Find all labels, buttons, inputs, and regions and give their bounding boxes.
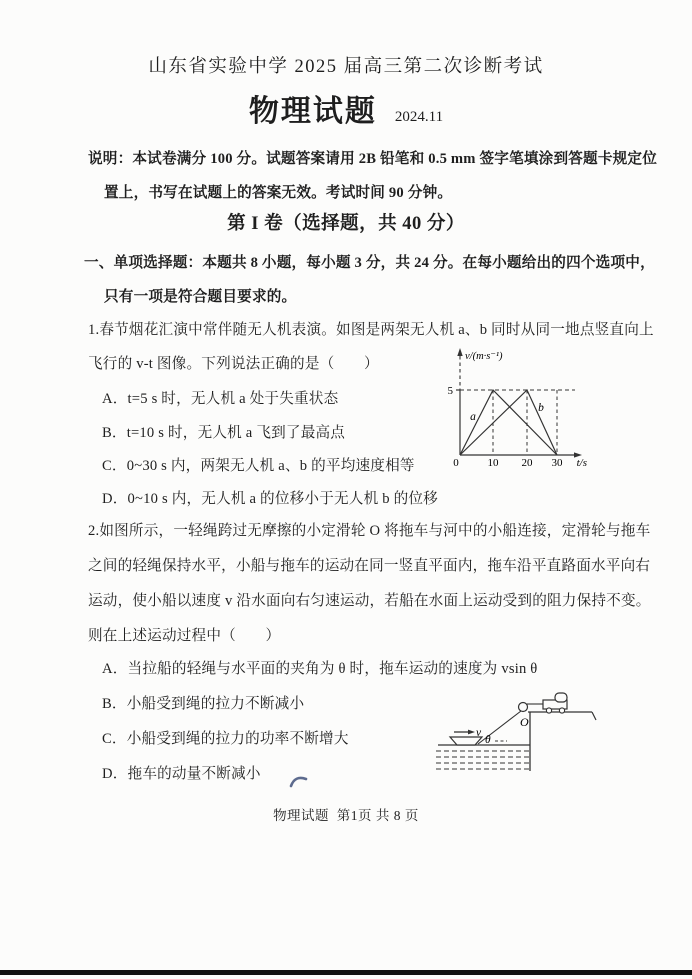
y-axis-arrow-icon xyxy=(457,348,462,356)
q2-boat-figure xyxy=(428,678,623,793)
q2-stem-line-3: 运动，使小船以速度 v 沿水面向右匀速运动，若船在水面上运动受到的阻力保持不变。 xyxy=(88,593,651,609)
paper-title: 物理试题 xyxy=(248,95,377,128)
notice-line-2: 置上，书写在试题上的答案无效。考试时间 90 分钟。 xyxy=(104,185,453,201)
x-tick-0: 0 xyxy=(453,457,459,468)
q1-option-c: C．0~30 s 内，两架无人机 a、b 的平均速度相等 xyxy=(102,458,415,474)
trailer-cab-icon xyxy=(555,693,567,702)
page-footer: 物理试题 第1页 共 8 页 xyxy=(273,808,419,823)
velocity-arrowhead-icon xyxy=(468,730,475,735)
x-tick-20: 20 xyxy=(521,457,533,468)
paper-title-row xyxy=(0,86,692,130)
q1-option-d: D．0~10 s 内，无人机 a 的位移小于无人机 b 的位移 xyxy=(102,491,438,507)
q2-option-b: B．小船受到绳的拉力不断减小 xyxy=(102,696,305,712)
section-title: 第 I 卷（选择题，共 40 分） xyxy=(227,214,465,234)
x-tick-30: 30 xyxy=(551,457,563,468)
section-desc-line-2: 只有一项是符合题目要求的。 xyxy=(104,289,297,305)
theta-label: θ xyxy=(485,734,491,746)
y-axis-label: v/(m·s⁻¹) xyxy=(465,351,503,362)
paper-date: 2024.11 xyxy=(394,109,444,125)
pen-mark-icon xyxy=(288,772,310,790)
x-axis-label: t/s xyxy=(576,457,587,468)
trailer-wheel-icon xyxy=(559,708,564,713)
series-a-label: a xyxy=(470,411,476,423)
trailer-wheel-icon xyxy=(546,708,551,713)
q1-stem-line-2: 飞行的 v-t 图像。下列说法正确的是（ ） xyxy=(88,356,379,372)
pulley-icon xyxy=(519,703,528,712)
velocity-label: v xyxy=(476,727,482,739)
q1-option-a: A．t=5 s 时，无人机 a 处于失重状态 xyxy=(102,391,339,407)
q2-stem-line-4: 则在上述运动过程中（ ） xyxy=(88,628,281,644)
x-tick-10: 10 xyxy=(487,457,499,468)
road-edge-hook xyxy=(592,712,596,720)
q2-stem-line-2: 之间的轻绳保持水平，小船与拖车的运动在同一竖直平面内，拖车沿平直路面水平向右 xyxy=(88,558,651,574)
q2-stem-line-1: 2.如图所示，一轻绳跨过无摩擦的小定滑轮 O 将拖车与河中的小船连接，定滑轮与拖车 xyxy=(88,523,651,539)
q1-stem-line-1: 1.春节烟花汇演中常伴随无人机表演。如图是两架无人机 a、b 同时从同一地点竖直向上 xyxy=(88,322,654,338)
q2-option-c: C．小船受到绳的拉力的功率不断增大 xyxy=(102,731,349,747)
school-name-line: 山东省实验中学 2025 届高三第二次诊断考试 xyxy=(148,57,544,77)
y-tick-5: 5 xyxy=(447,385,453,397)
q2-option-a: A．当拉船的轻绳与水平面的夹角为 θ 时，拖车运动的速度为 vsin θ xyxy=(102,661,538,677)
pulley-label: O xyxy=(520,715,529,729)
page-bottom-edge xyxy=(0,970,692,975)
q1-option-b: B．t=10 s 时，无人机 a 飞到了最高点 xyxy=(102,425,346,441)
q2-option-d: D．拖车的动量不断减小 xyxy=(102,766,261,782)
section-desc-line-1: 一、单项选择题：本题共 8 小题，每小题 3 分，共 24 分。在每小题给出的四个选项中， xyxy=(84,255,655,271)
notice-line-1: 说明：本试卷满分 100 分。试题答案请用 2B 铅笔和 0.5 mm 签字笔填涂到答题卡规定位 xyxy=(88,151,658,167)
series-b-label: b xyxy=(538,402,544,414)
q1-vt-graph xyxy=(438,344,588,468)
